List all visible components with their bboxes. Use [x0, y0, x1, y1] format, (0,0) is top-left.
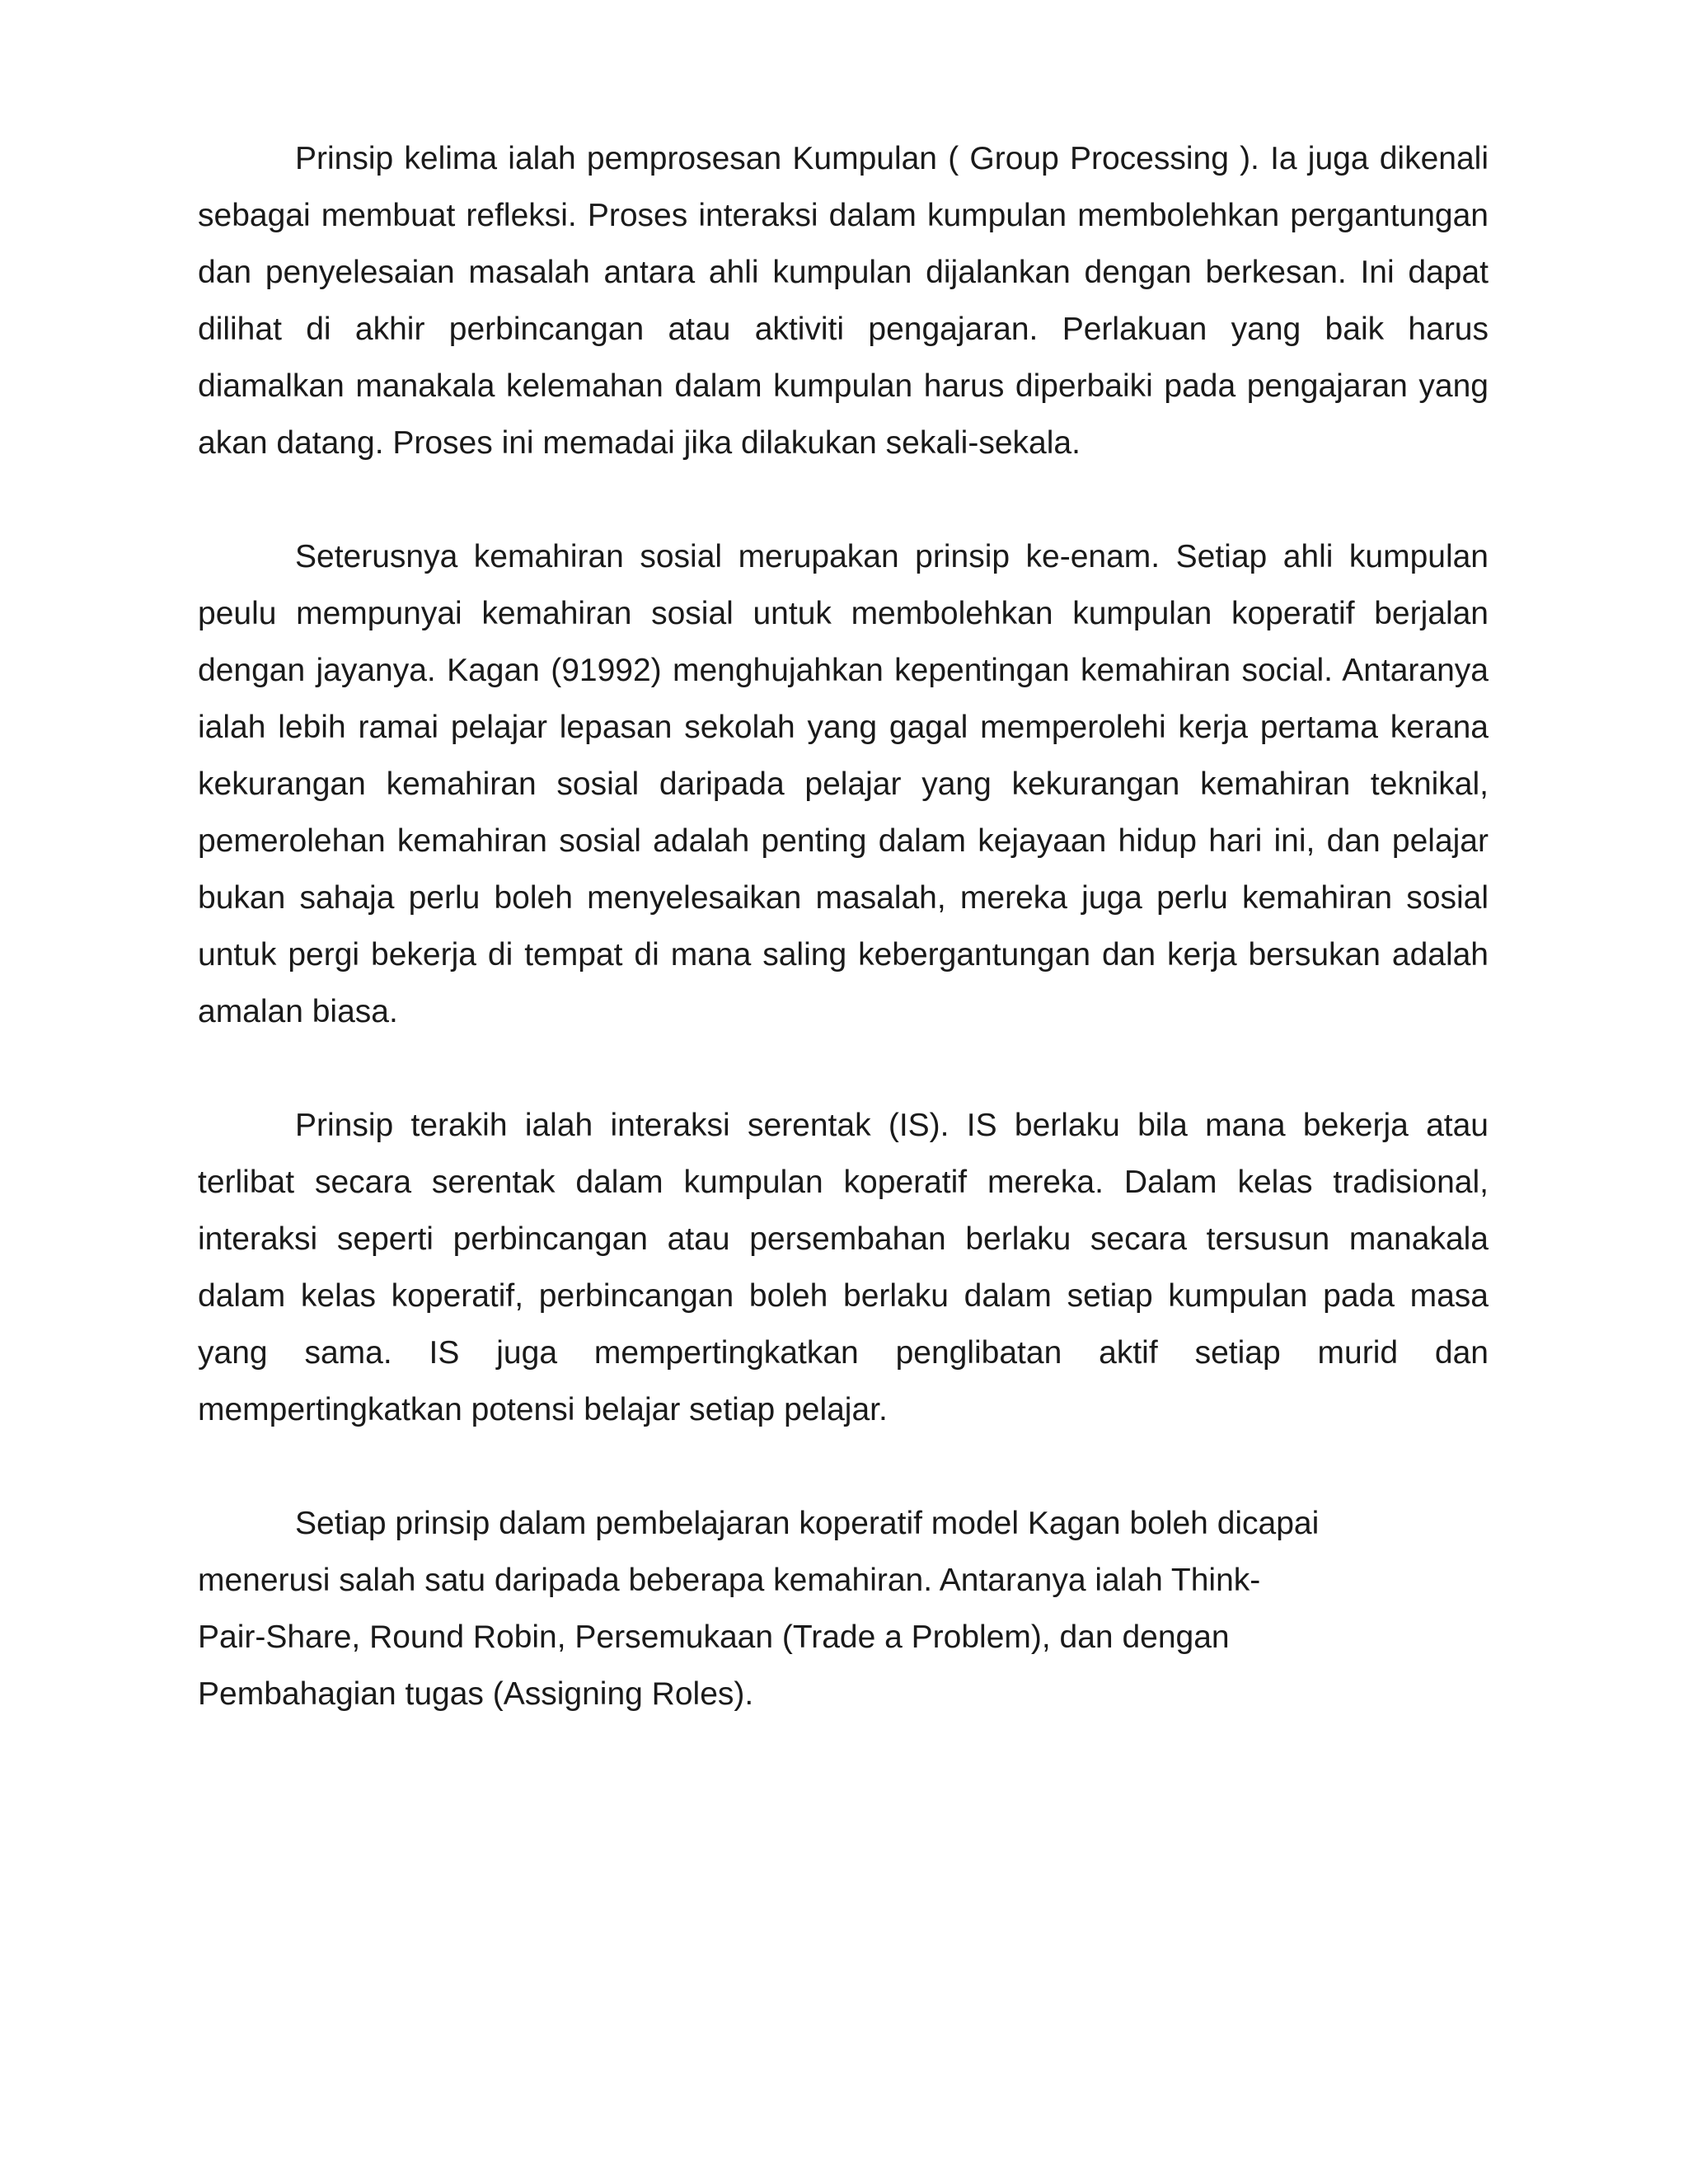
paragraph-line: Setiap prinsip dalam pembelajaran koperatif model Kagan boleh dicapai [295, 1506, 1320, 1541]
paragraph-simultaneous-interaction: Prinsip terakih ialah interaksi serentak (IS). IS berlaku bila mana bekerja atau terlibat secara serentak dalam kumpulan koperatif mereka. Dalam kelas tradisional, interaksi seperti perbincangan atau persembahan berlaku secara tersusun manakala dalam kelas koperatif, perbincangan boleh berlaku dalam setiap kumpulan pada masa yang sama. IS juga mempertingkatkan penglibatan aktif setiap murid dan mempertingkatkan potensi belajar setiap pelajar. [198, 1108, 1489, 1427]
paragraph-line: menerusi salah satu daripada beberapa kemahiran. Antaranya ialah Think- [198, 1563, 1261, 1598]
paragraph-line: Pair-Share, Round Robin, Persemukaan (Trade a Problem), dan dengan [198, 1619, 1230, 1655]
paragraph-line: Pembahagian tugas (Assigning Roles). [198, 1676, 754, 1712]
document-body [198, 130, 1489, 1779]
paragraph-group-processing: Prinsip kelima ialah pemprosesan Kumpulan ( Group Processing ). Ia juga dikenali sebagai membuat refleksi. Proses interaksi dalam kumpulan membolehkan pergantungan dan penyelesaian masalah antara ahli kumpulan dijalankan dengan berkesan. Ini dapat dilihat di akhir perbincangan atau aktiviti pengajaran. Perlakuan yang baik harus diamalkan manakala kelemahan dalam kumpulan harus diperbaiki pada pengajaran yang akan datang. Proses ini memadai jika dilakukan sekali-sekala. [198, 141, 1489, 461]
paragraph-kagan-structures [198, 1495, 1489, 1722]
paragraph-social-skills: Seterusnya kemahiran sosial merupakan prinsip ke-enam. Setiap ahli kumpulan peulu mempunyai kemahiran sosial untuk membolehkan kumpulan koperatif berjalan dengan jayanya. Kagan (91992) menghujahkan kepentingan kemahiran social. Antaranya ialah lebih ramai pelajar lepasan sekolah yang gagal memperolehi kerja pertama kerana kekurangan kemahiran sosial daripada pelajar yang kekurangan kemahiran teknikal, pemerolehan kemahiran sosial adalah penting dalam kejayaan hidup hari ini, dan pelajar bukan sahaja perlu boleh menyelesaikan masalah, mereka juga perlu kemahiran sosial untuk pergi bekerja di tempat di mana saling kebergantungan dan kerja bersukan adalah amalan biasa. [198, 539, 1489, 1029]
